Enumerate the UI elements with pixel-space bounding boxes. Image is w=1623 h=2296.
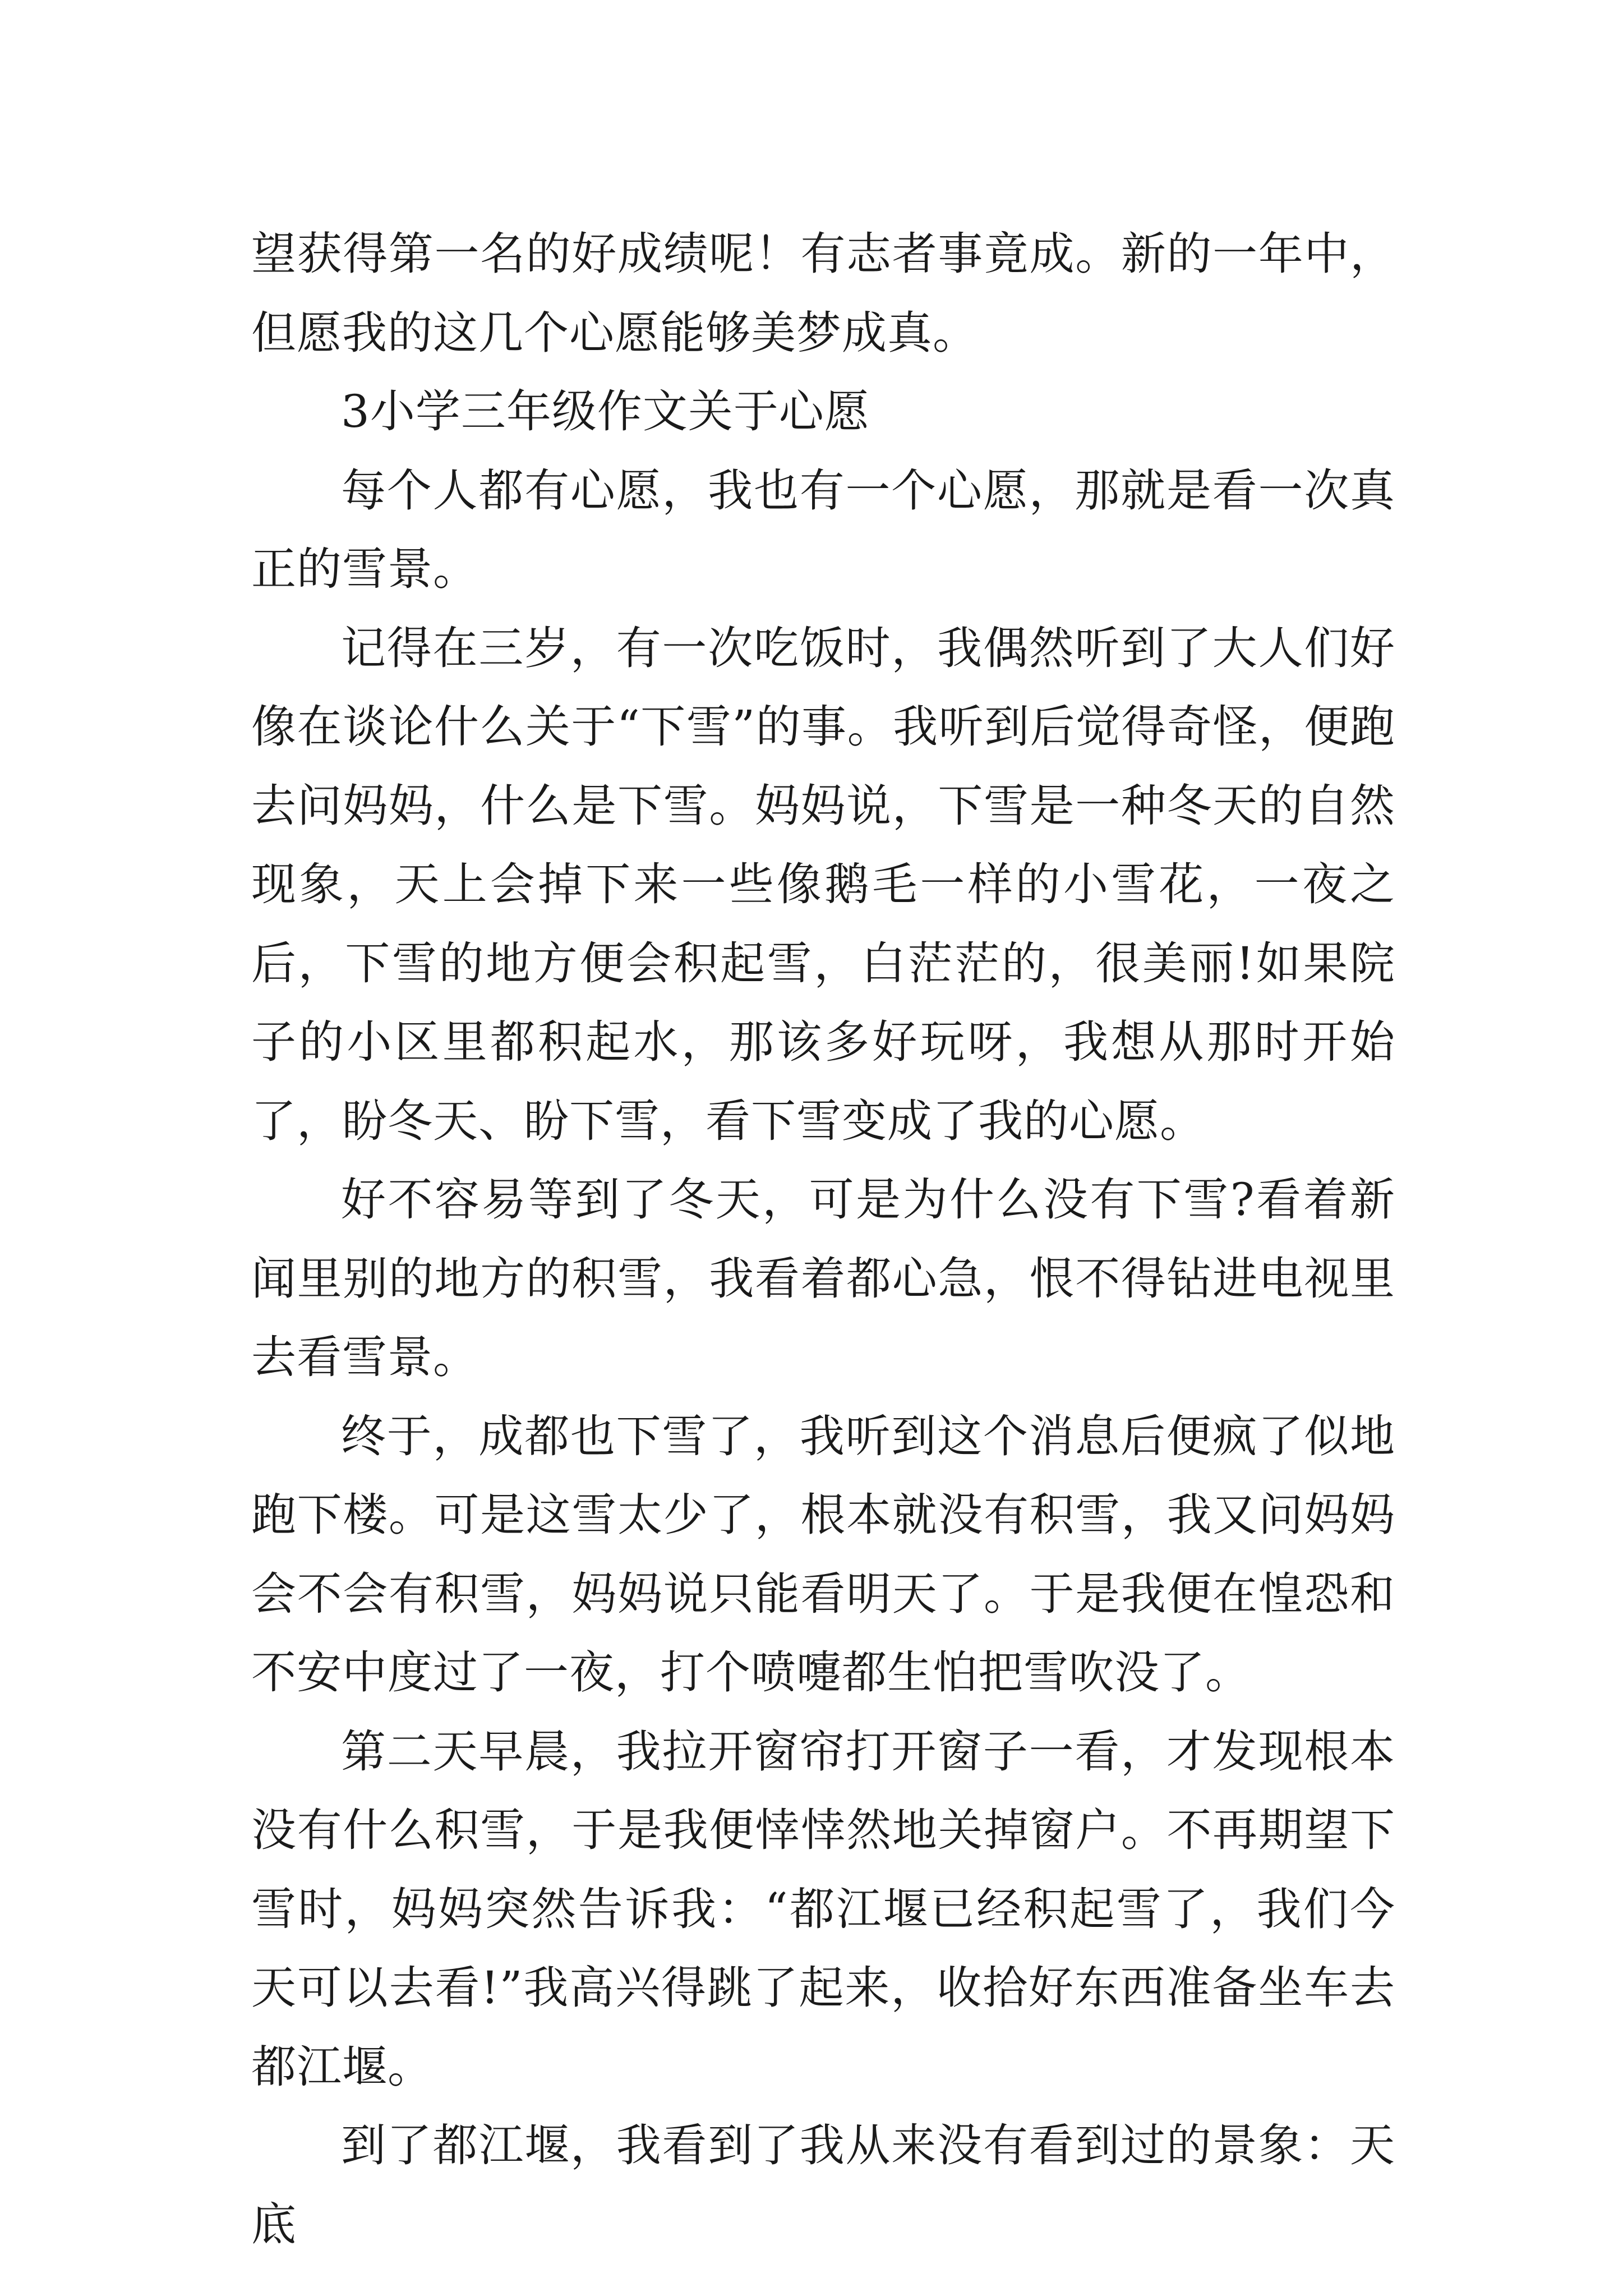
essay-heading: 3小学三年级作文关于心愿 (341, 385, 870, 438)
paragraph: 每个人都有心愿，我也有一个心愿，那就是看一次真正的雪景。 (251, 464, 1395, 595)
paragraph: 终于，成都也下雪了，我听到这个消息后便疯了似地跑下楼。可是这雪太少了，根本就没有积雪，我又问妈妈会不会有积雪，妈妈说只能看明天了。于是我便在惶恐和不安中度过了一夜，打个喷嚏都生怕把雪吹没了。 (251, 1410, 1395, 1699)
document-body (251, 215, 1395, 2264)
paragraph: 记得在三岁，有一次吃饭时，我偶然听到了大人们好像在谈论什么关于“下雪”的事。我听到后觉得奇怪，便跑去问妈妈，什么是下雪。妈妈说，下雪是一种冬天的自然现象，天上会掉下来一些像鹅毛一样的小雪花，一夜之后，下雪的地方便会积起雪，白茫茫的，很美丽!如果院子的小区里都积起水，那该多好玩呀，我想从那时开始了，盼冬天、盼下雪，看下雪变成了我的心愿。 (251, 622, 1395, 1147)
paragraph: 第二天早晨，我拉开窗帘打开窗子一看，才发现根本没有什么积雪，于是我便悻悻然地关掉窗户。不再期望下雪时，妈妈突然告诉我：“都江堰已经积起雪了，我们今天可以去看!”我高兴得跳了起来，收拾好东西准备坐车去都江堰。 (251, 1725, 1395, 2093)
paragraph: 到了都江堰，我看到了我从来没有看到过的景象：天底 (251, 2119, 1395, 2251)
paragraph: 好不容易等到了冬天，可是为什么没有下雪?看着新闻里别的地方的积雪，我看着都心急，恨不得钻进电视里去看雪景。 (251, 1174, 1395, 1383)
paragraph-continuation: 望获得第一名的好成绩呢！有志者事竟成。新的一年中，但愿我的这几个心愿能够美梦成真。 (251, 228, 1395, 359)
